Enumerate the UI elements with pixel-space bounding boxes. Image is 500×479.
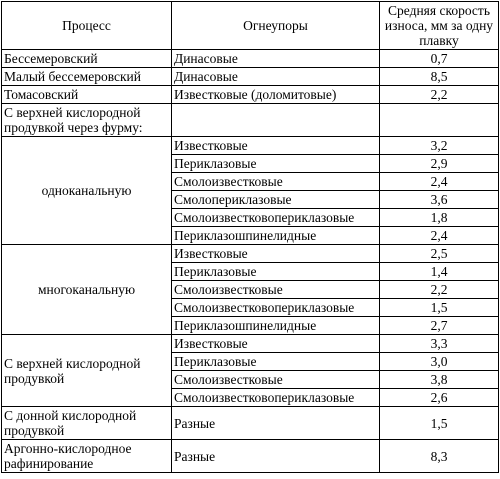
table-row xyxy=(2,68,499,86)
rate-cell xyxy=(380,104,499,137)
table-row xyxy=(2,407,499,440)
refractory-cell: Периклазошпинелидные xyxy=(172,227,380,245)
rate-cell: 8,5 xyxy=(380,68,499,86)
wear-rate-table xyxy=(1,1,499,473)
rate-cell: 2,2 xyxy=(380,281,499,299)
refractory-cell: Периклазовые xyxy=(172,263,380,281)
table-row xyxy=(2,440,499,473)
rate-cell: 1,4 xyxy=(380,263,499,281)
refractory-cell xyxy=(172,104,380,137)
refractory-cell: Смолоизвестковопериклазовые xyxy=(172,209,380,227)
header-process: Процесс xyxy=(2,2,172,50)
table-row xyxy=(2,245,499,263)
refractory-cell: Динасовые xyxy=(172,50,380,68)
header-wear-rate: Средняя скорость износа, мм за одну плавку xyxy=(380,2,499,50)
rate-cell: 2,4 xyxy=(380,173,499,191)
table-row xyxy=(2,335,499,353)
rate-cell: 3,8 xyxy=(380,371,499,389)
rate-cell: 2,5 xyxy=(380,245,499,263)
refractory-cell: Известковые xyxy=(172,245,380,263)
refractory-cell: Смолоизвестковопериклазовые xyxy=(172,389,380,407)
refractory-cell: Периклазошпинелидные xyxy=(172,317,380,335)
refractory-cell: Смолоизвестковые xyxy=(172,281,380,299)
table-row xyxy=(2,86,499,104)
refractory-cell: Смолоизвестковопериклазовые xyxy=(172,299,380,317)
process-cell: С донной кислородной продувкой xyxy=(2,407,172,440)
table-row xyxy=(2,50,499,68)
process-cell-single-channel: одноканальную xyxy=(2,137,172,245)
refractory-cell: Известковые xyxy=(172,335,380,353)
rate-cell: 8,3 xyxy=(380,440,499,473)
table-row xyxy=(2,104,499,137)
rate-cell: 2,7 xyxy=(380,317,499,335)
refractory-cell: Разные xyxy=(172,407,380,440)
rate-cell: 1,5 xyxy=(380,407,499,440)
refractory-cell: Смолоизвестковые xyxy=(172,173,380,191)
header-refractories: Огнеупоры xyxy=(172,2,380,50)
process-cell: Томасовский xyxy=(2,86,172,104)
rate-cell: 2,2 xyxy=(380,86,499,104)
process-cell-multi-channel: многоканальную xyxy=(2,245,172,335)
rate-cell: 0,7 xyxy=(380,50,499,68)
process-cell: С верхней кислородной продувкой через фурму: xyxy=(2,104,172,137)
refractory-cell: Динасовые xyxy=(172,68,380,86)
refractory-cell: Известковые xyxy=(172,137,380,155)
process-cell: Малый бессемеровский xyxy=(2,68,172,86)
refractory-cell: Периклазовые xyxy=(172,155,380,173)
table-row xyxy=(2,137,499,155)
refractory-cell: Периклазовые xyxy=(172,353,380,371)
rate-cell: 1,8 xyxy=(380,209,499,227)
refractory-cell: Разные xyxy=(172,440,380,473)
rate-cell: 1,5 xyxy=(380,299,499,317)
rate-cell: 3,0 xyxy=(380,353,499,371)
rate-cell: 3,2 xyxy=(380,137,499,155)
refractory-cell: Смолоизвестковые xyxy=(172,371,380,389)
rate-cell: 2,9 xyxy=(380,155,499,173)
rate-cell: 2,4 xyxy=(380,227,499,245)
rate-cell: 3,6 xyxy=(380,191,499,209)
refractory-cell: Известковые (доломитовые) xyxy=(172,86,380,104)
process-cell: Аргонно-кислородное рафинирование xyxy=(2,440,172,473)
refractory-cell: Смолопериклазовые xyxy=(172,191,380,209)
process-cell: Бессемеровский xyxy=(2,50,172,68)
rate-cell: 2,6 xyxy=(380,389,499,407)
rate-cell: 3,3 xyxy=(380,335,499,353)
process-cell-top-blow: С верхней кислородной продувкой xyxy=(2,335,172,407)
